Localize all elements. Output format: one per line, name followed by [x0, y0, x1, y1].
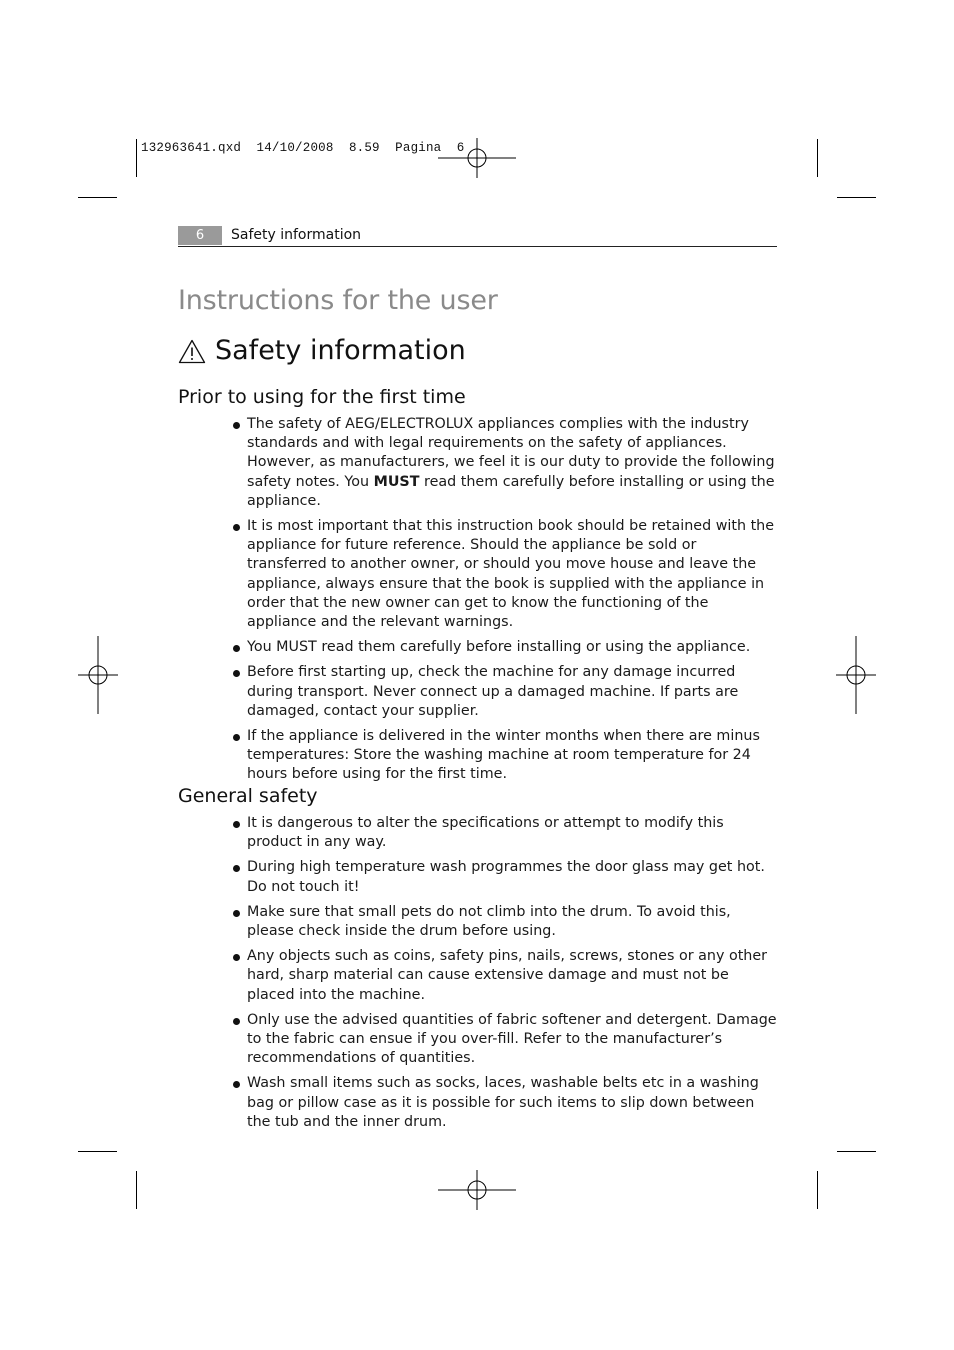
- bullet-list-prior-use: [230, 415, 778, 791]
- list-item: Only use the advised quantities of fabric softener and detergent. Damage to the fabric can ensue if you over-fill. Refer to the manufacturer’s recommendations of quantities.: [230, 1011, 778, 1069]
- bullet-icon: [233, 524, 240, 531]
- slug-time: 8.59: [348, 141, 380, 155]
- bullet-icon: [233, 865, 240, 872]
- page-title: Instructions for the user: [178, 285, 498, 316]
- section-title: [178, 332, 466, 370]
- subsection-title-general-safety: General safety: [178, 785, 318, 807]
- list-item: Wash small items such as socks, laces, washable belts etc in a washing bag or pillow case as it is possible for such items to slip down between the tub and the inner drum.: [230, 1074, 778, 1132]
- crop-mark-top-right-horizontal: [837, 197, 876, 198]
- bullet-icon: [233, 910, 240, 917]
- list-item: During high temperature wash programmes the door glass may get hot. Do not touch it!: [230, 858, 778, 896]
- list-item: Before first starting up, check the machine for any damage incurred during transport. Never connect up a damaged machine. If parts are damaged, contact your supplier.: [230, 663, 778, 721]
- bullet-icon: [233, 954, 240, 961]
- list-item: You MUST read them carefully before installing or using the appliance.: [230, 638, 778, 657]
- crop-mark-top-left-vertical: [136, 139, 137, 177]
- slug-page-number: 6: [456, 141, 465, 155]
- slug-file: 132963641.qxd: [141, 141, 242, 155]
- warning-icon: [178, 339, 206, 364]
- list-item: The safety of AEG/ELECTROLUX appliances complies with the industry standards and with legal requirements on the safety of appliances. However, as manufacturers, we feel it is our duty to provide the following safety notes. You MUST read them carefully before installing or using the appliance.: [230, 415, 778, 511]
- crop-mark-top-right-vertical: [817, 139, 818, 177]
- bullet-list-general-safety: [230, 814, 778, 1138]
- section-title-text: Safety information: [215, 335, 466, 366]
- crop-mark-top-left-horizontal: [78, 197, 117, 198]
- slug-page-label: Pagina: [395, 141, 442, 155]
- bullet-icon: [233, 670, 240, 677]
- bullet-icon: [233, 645, 240, 652]
- bullet-icon: [233, 734, 240, 741]
- list-item: Make sure that small pets do not climb into the drum. To avoid this, please check inside the drum before using.: [230, 903, 778, 941]
- bullet-icon: [233, 422, 240, 429]
- list-item: Any objects such as coins, safety pins, nails, screws, stones or any other hard, sharp material can cause extensive damage and must not be placed into the machine.: [230, 947, 778, 1005]
- bullet-icon: [233, 821, 240, 828]
- header-divider: [178, 246, 777, 247]
- list-item: If the appliance is delivered in the winter months when there are minus temperatures: Store the washing machine at room temperature for 24 hours before using for the first time.: [230, 727, 778, 785]
- crop-mark-bottom-right-horizontal: [837, 1151, 876, 1152]
- registration-mark-right-icon: [836, 636, 876, 714]
- list-item: It is dangerous to alter the specifications or attempt to modify this product in any way.: [230, 814, 778, 852]
- bullet-icon: [233, 1018, 240, 1025]
- crop-mark-bottom-left-vertical: [136, 1171, 137, 1209]
- slug-date: 14/10/2008: [256, 141, 334, 155]
- list-item: It is most important that this instruction book should be retained with the appliance for future reference. Should the appliance be sold or transferred to another owner, or should you move house and leave the appliance, always ensure that the book is supplied with the appliance in order that the new owner can get to know the functioning of the appliance and the relevant warnings.: [230, 517, 778, 632]
- registration-mark-bottom-icon: [438, 1170, 516, 1210]
- header-page-number: 6: [178, 226, 222, 245]
- crop-mark-bottom-left-horizontal: [78, 1151, 117, 1152]
- header-title: Safety information: [231, 227, 362, 243]
- registration-mark-left-icon: [78, 636, 118, 714]
- crop-mark-bottom-right-vertical: [817, 1171, 818, 1209]
- subsection-title-prior-use: Prior to using for the first time: [178, 386, 466, 408]
- print-slug: [141, 141, 465, 155]
- bullet-icon: [233, 1081, 240, 1088]
